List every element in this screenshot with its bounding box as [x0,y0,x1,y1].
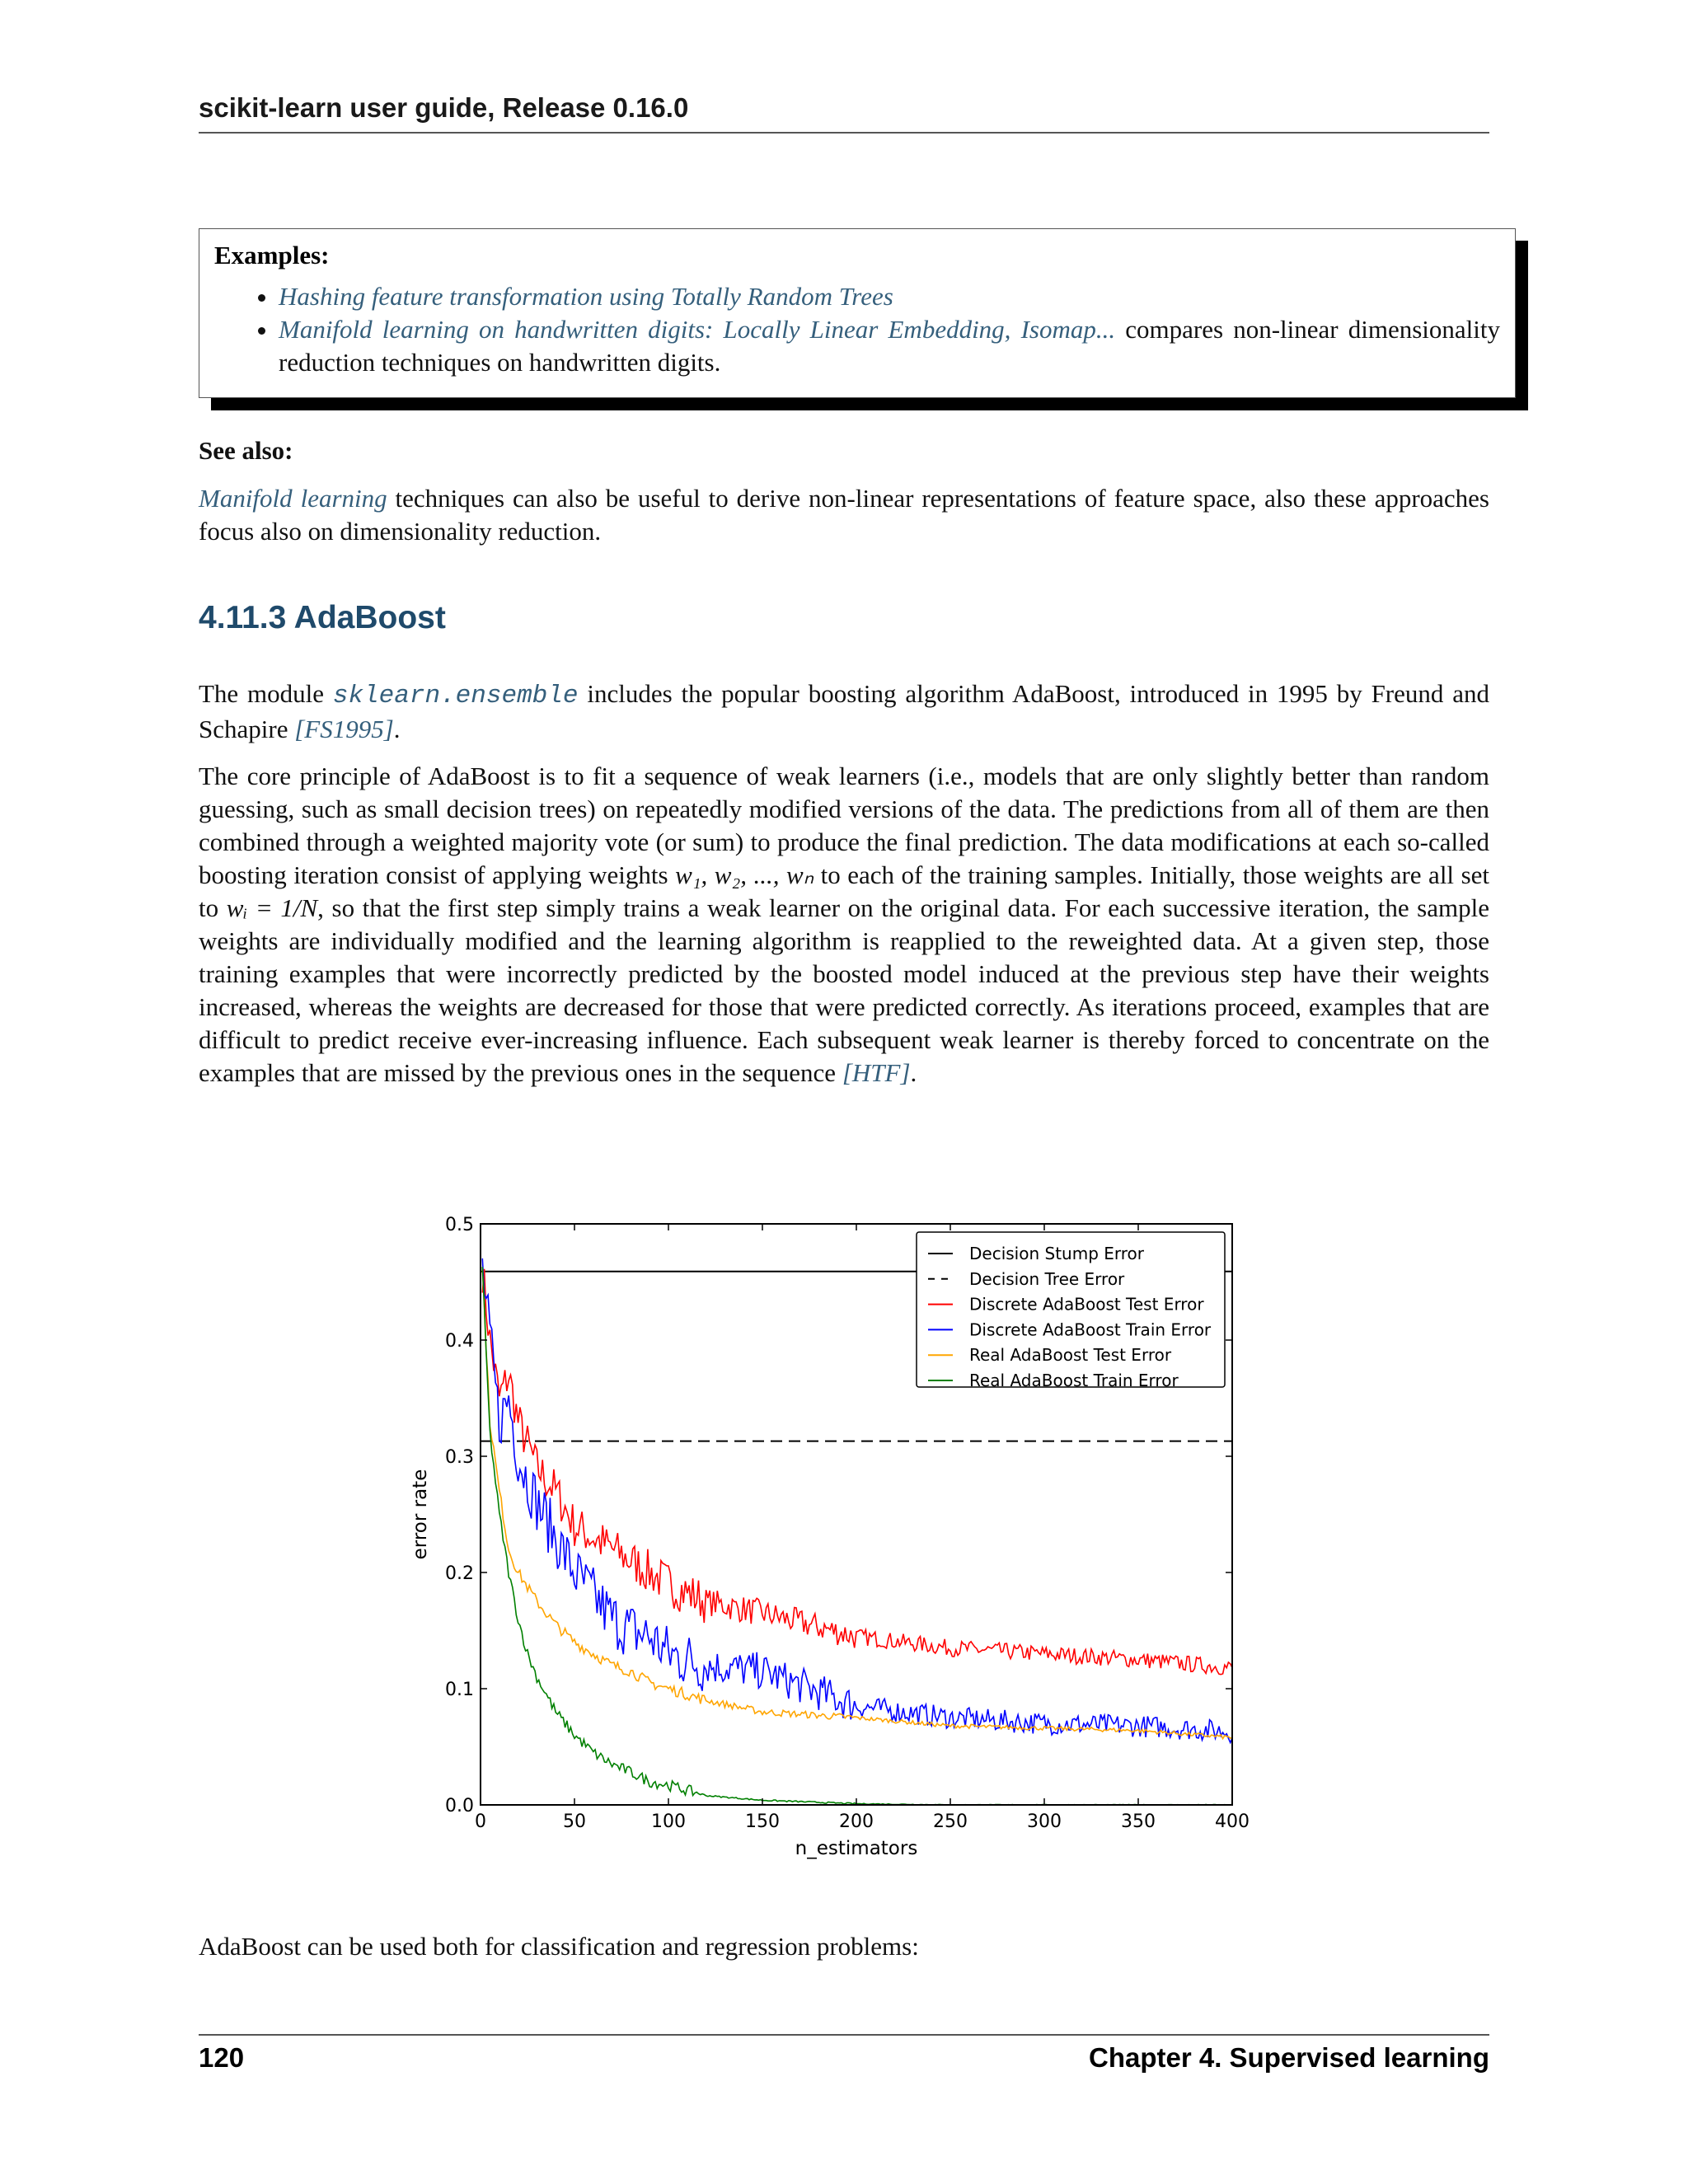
intro-paragraph [199,677,1489,746]
example-description: compares non-linear dimensionality reduction techniques on handwritten digits. [279,315,1501,377]
legend-label: Real AdaBoost Train Error [969,1371,1179,1390]
x-tick-label: 100 [651,1811,686,1832]
y-tick-label: 0.1 [445,1680,474,1700]
examples-title: Examples: [214,241,330,269]
y-tick-label: 0.4 [445,1331,474,1352]
x-tick-label: 50 [563,1811,586,1832]
examples-box [199,228,1516,398]
list-item [279,313,1500,379]
para2-text: to each of the training samples. Initially, those weights are all set to [199,860,1489,922]
chapter-title: Chapter 4. Supervised learning [1089,2042,1489,2073]
example-link-manifold[interactable]: Manifold learning on handwritten digits: Locally Linear Embedding, Isomap... [279,315,1116,344]
citation-link-fs1995[interactable]: [FS1995] [294,715,394,743]
para2-text: . [910,1058,917,1087]
page-number: 120 [199,2042,245,2073]
y-axis-label: error rate [410,1469,431,1560]
citation-link-htf[interactable]: [HTF] [842,1058,911,1087]
section-heading: 4.11.3 AdaBoost [199,600,446,635]
y-tick-label: 0.5 [445,1215,474,1235]
y-tick-label: 0.0 [445,1796,474,1816]
weights-math: w₁, w₂, ..., wₙ [675,860,814,889]
page-header [199,92,1489,134]
x-tick-label: 200 [839,1811,874,1832]
examples-list [214,280,1500,379]
x-tick-label: 300 [1027,1811,1062,1832]
error-rate-chart [401,1199,1291,1875]
header-title: scikit-learn user guide, Release 0.16.0 [199,92,689,123]
closing-paragraph: AdaBoost can be used both for classification and regression problems: [199,1932,919,1961]
legend-label: Decision Tree Error [969,1268,1125,1289]
see-also-title: See also: [199,436,293,465]
see-also-link[interactable]: Manifold learning [199,484,387,513]
y-tick-label: 0.3 [445,1447,474,1468]
legend-label: Discrete AdaBoost Test Error [969,1294,1204,1315]
weight-init-math: wᵢ = 1/N [226,893,318,922]
legend-label: Discrete AdaBoost Train Error [969,1319,1212,1340]
x-tick-label: 0 [475,1811,486,1832]
para2-text: The core principle of AdaBoost is to fit a sequence of weak learners (i.e., models that are only slightly better than random guessing, such as small decision trees) on repeatedly modified versions of the data. The predictions from all of them are then combined through a weighted majority vote (or sum) to produce the final prediction. The data modifications at each so-called boosting iteration consist of applying weights [199,762,1489,889]
x-tick-label: 400 [1215,1811,1250,1832]
page-footer [199,2034,1489,2073]
para1-text: . [393,715,401,743]
x-tick-label: 150 [745,1811,780,1832]
example-link-hashing[interactable]: Hashing feature transformation using Totally Random Trees [279,282,893,311]
x-tick-label: 350 [1121,1811,1156,1832]
see-also-paragraph [199,482,1489,548]
para2-text: , so that the first step simply trains a weak learner on the original data. For each successive iteration, the sample weights are individually modified and the learning algorithm is reapplied to the reweighted data. At a given step, those training examples that were incorrectly predicted by the boosted model induced at the previous step have their weights increased, whereas the weights are decreased for those that were predicted correctly. As iterations proceed, examples that are difficult to predict receive ever-increasing influence. Each subsequent weak learner is thereby forced to concentrate on the examples that are missed by the previous ones in the sequence [199,893,1489,1087]
x-tick-label: 250 [933,1811,968,1832]
para1-text: includes the popular boosting algorithm AdaBoost, introduced in 1995 by Freund and Schapire [199,679,1489,743]
para1-text: The module [199,679,333,708]
module-link[interactable]: sklearn.ensemble [332,682,579,710]
y-tick-label: 0.2 [445,1563,474,1584]
list-item [279,280,1500,313]
principle-paragraph [199,760,1489,1090]
see-also-text: techniques can also be useful to derive non-linear representations of feature space, also these approaches focus also on dimensionality reduction. [199,484,1489,546]
legend-label: Real AdaBoost Test Error [969,1345,1172,1366]
legend-label: Decision Stump Error [969,1244,1145,1263]
x-axis-label: n_estimators [795,1838,918,1859]
